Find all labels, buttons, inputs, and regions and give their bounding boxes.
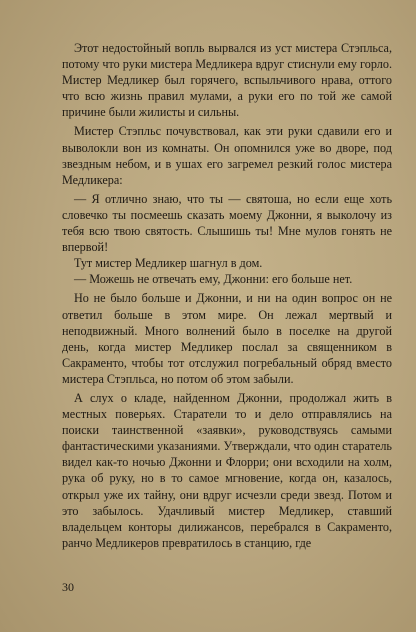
paragraph-3: — Я отлично знаю, что ты — святоша, но если еще хоть словечко ты посмеешь сказать моему Джонни, я выколочу из тебя всю твою святость. Слышишь ты! Мне мулов гонять не впервой! <box>62 191 392 255</box>
page-number: 30 <box>62 580 74 594</box>
paragraph-1: Этот недостойный вопль вырвался из уст мистера Стэпльса, потому что руки мистера Медликера вдруг стиснули ему горло. Мистер Медликер был горячего, вспыльчивого нрава, оттого что всю жизнь правил мулами, а руки его по той же самой причине были жилисты и сильны. <box>62 41 392 120</box>
paragraph-5: — Можешь не отвечать ему, Джонни: его больше нет. <box>74 272 353 287</box>
body-text <box>62 40 392 554</box>
paragraph-7: А слух о кладе, найденном Джонни, продолжал жить в местных поверьях. Старатели то и дело отправлялись на поиски таинственной «заявки», руководствуясь самыми фантастическими указаниями. Утверждали, что один старатель видел как-то ночью Джонни и Флорри; они всходили на холм, рука об руку, но в то самое мгновение, когда он, казалось, открыл уже их тайну, они вдруг исчезли среди звезд. Потом и это забылось. Удачливый мистер Медликер, ставший владельцем конторы дилижансов, перебрался в Сакраменто, ранчо Медликеров превратилось в станцию, где <box>62 390 392 550</box>
paragraph-6: Но не было больше и Джонни, и ни на один вопрос он не ответил больше в этом мире. Он лежал мертвый и неподвижный. Много волнений было в поселке на другой день, когда мистер Медликер послал за священником в Сакраменто, чтобы тот отслужил погребальный обряд вместо мистера Стэпльса, но потом об этом забыли. <box>62 291 392 386</box>
paragraph-2: Мистер Стэпльс почувствовал, как эти руки сдавили его и выволокли вон из комнаты. Он опомнился уже во дворе, под звездным небом, и в ушах его загремел резкий голос мистера Медликера: <box>62 124 392 187</box>
paragraph-4: Тут мистер Медликер шагнул в дом. <box>74 256 263 271</box>
